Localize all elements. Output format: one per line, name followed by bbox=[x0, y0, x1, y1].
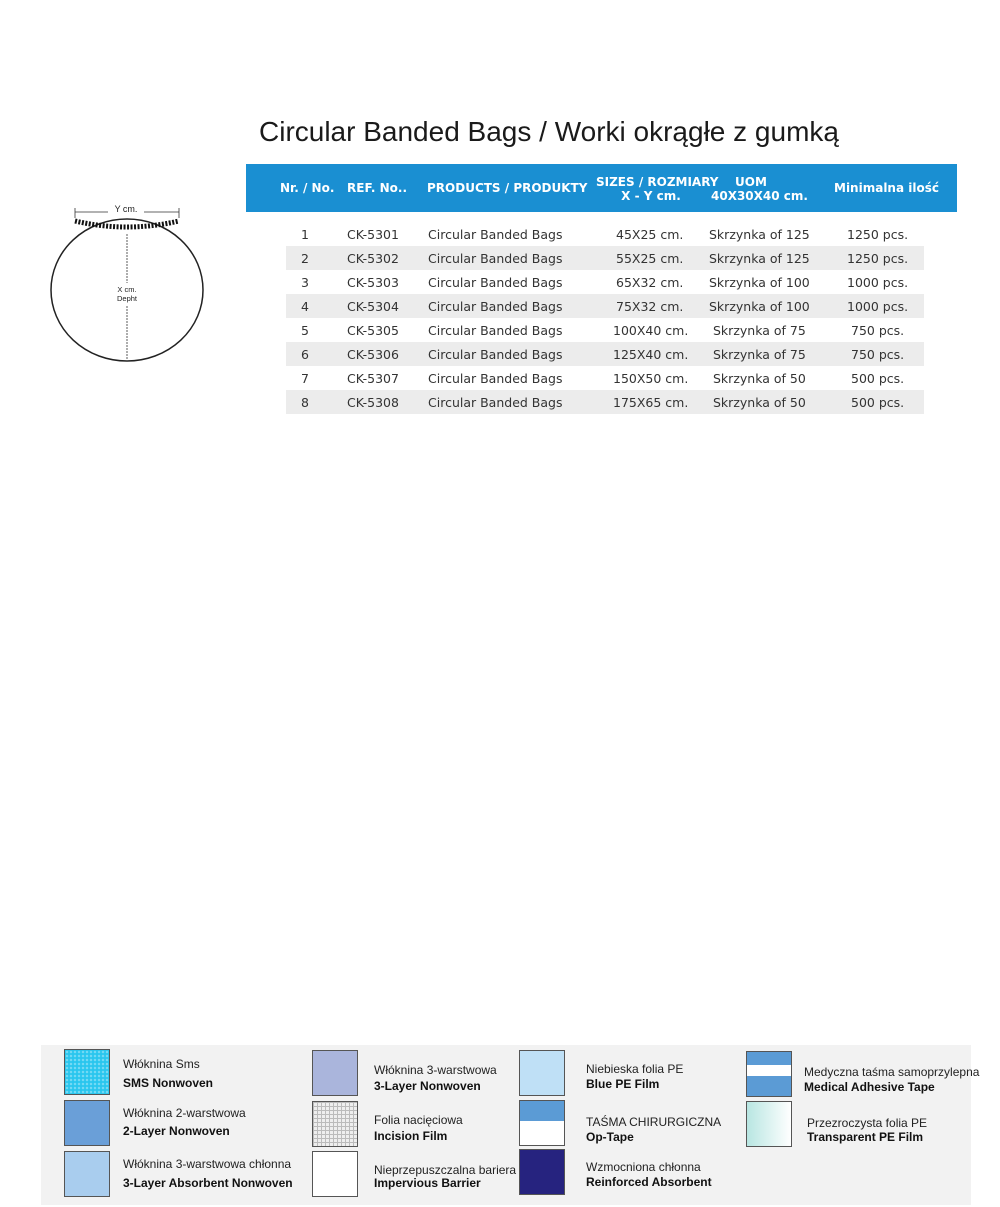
legend-label-pl: Włóknina 2-warstwowa bbox=[123, 1106, 246, 1120]
header-nr: Nr. / No. bbox=[280, 181, 335, 195]
cell-size: 175X65 cm. bbox=[613, 395, 689, 410]
reinforced-absorbent-swatch bbox=[519, 1149, 565, 1195]
cell-size: 75X32 cm. bbox=[616, 299, 684, 314]
cell-size: 45X25 cm. bbox=[616, 227, 684, 242]
cell-product: Circular Banded Bags bbox=[428, 299, 563, 314]
legend-label-en: 2-Layer Nonwoven bbox=[123, 1124, 230, 1138]
header-uom: UOM bbox=[735, 175, 767, 189]
table-row bbox=[286, 270, 924, 294]
cell-size: 65X32 cm. bbox=[616, 275, 684, 290]
cell-nr: 5 bbox=[301, 323, 309, 338]
cell-product: Circular Banded Bags bbox=[428, 371, 563, 386]
cell-product: Circular Banded Bags bbox=[428, 323, 563, 338]
legend-label-en: Reinforced Absorbent bbox=[586, 1175, 712, 1189]
two-layer-nonwoven-swatch bbox=[64, 1100, 110, 1146]
header-ref: REF. No.. bbox=[347, 181, 408, 195]
legend-label-pl: Medyczna taśma samoprzylepna bbox=[804, 1065, 980, 1079]
cell-ref: CK-5305 bbox=[347, 323, 399, 338]
cell-ref: CK-5304 bbox=[347, 299, 399, 314]
table-row bbox=[286, 390, 924, 414]
cell-nr: 2 bbox=[301, 251, 309, 266]
cell-ref: CK-5308 bbox=[347, 395, 399, 410]
cell-product: Circular Banded Bags bbox=[428, 275, 563, 290]
three-layer-nonwoven-swatch bbox=[312, 1050, 358, 1096]
header-uom-sub: 40X30X40 cm. bbox=[711, 189, 808, 203]
cell-size: 55X25 cm. bbox=[616, 251, 684, 266]
legend-label-en: Transparent PE Film bbox=[807, 1130, 924, 1144]
legend-label-pl: Przezroczysta folia PE bbox=[807, 1116, 928, 1130]
medical-adhesive-tape-swatch bbox=[746, 1051, 792, 1097]
cell-size: 150X50 cm. bbox=[613, 371, 689, 386]
cell-uom: Skrzynka of 75 bbox=[713, 323, 806, 338]
legend-label-en: 3-Layer Nonwoven bbox=[374, 1079, 481, 1093]
table-row bbox=[286, 318, 924, 342]
cell-min-qty: 750 pcs. bbox=[851, 347, 905, 362]
cell-uom: Skrzynka of 125 bbox=[709, 227, 810, 242]
cell-min-qty: 1000 pcs. bbox=[847, 275, 909, 290]
legend-label-pl: Niebieska folia PE bbox=[586, 1062, 684, 1076]
legend-label-en: Blue PE Film bbox=[586, 1077, 660, 1091]
material-legend bbox=[41, 1045, 980, 1205]
cell-size: 125X40 cm. bbox=[613, 347, 689, 362]
table-row bbox=[286, 342, 924, 366]
legend-label-pl: Folia nacięciowa bbox=[374, 1113, 463, 1127]
legend-label-pl: TAŚMA CHIRURGICZNA bbox=[586, 1115, 722, 1129]
sms-nonwoven-swatch bbox=[64, 1049, 110, 1095]
cell-uom: Skrzynka of 125 bbox=[709, 251, 810, 266]
header-min-qty: Minimalna ilość bbox=[834, 181, 939, 195]
blue-pe-film-swatch bbox=[519, 1050, 565, 1096]
cell-ref: CK-5307 bbox=[347, 371, 399, 386]
cell-ref: CK-5303 bbox=[347, 275, 399, 290]
legend-label-pl: Wzmocniona chłonna bbox=[586, 1160, 701, 1174]
table-body bbox=[286, 222, 924, 414]
cell-nr: 8 bbox=[301, 395, 309, 410]
diagram-width-label: Y cm. bbox=[114, 204, 138, 214]
cell-product: Circular Banded Bags bbox=[428, 395, 563, 410]
diagram-depth-label: X cm. bbox=[117, 285, 137, 294]
legend-label-en: Incision Film bbox=[374, 1129, 448, 1143]
header-sizes: SIZES / ROZMIARY bbox=[596, 175, 719, 189]
legend-label-pl: Włóknina Sms bbox=[123, 1057, 200, 1071]
cell-ref: CK-5302 bbox=[347, 251, 399, 266]
cell-min-qty: 500 pcs. bbox=[851, 371, 905, 386]
cell-nr: 6 bbox=[301, 347, 309, 362]
legend-label-pl: Włóknina 3-warstwowa chłonna bbox=[123, 1157, 292, 1171]
cell-ref: CK-5306 bbox=[347, 347, 399, 362]
cell-uom: Skrzynka of 100 bbox=[709, 275, 810, 290]
legend-label-pl: Włóknina 3-warstwowa bbox=[374, 1063, 497, 1077]
diagram-depth-sublabel: Depht bbox=[116, 294, 138, 303]
table-row bbox=[286, 246, 924, 270]
table-row bbox=[286, 366, 924, 390]
legend-label-en: SMS Nonwoven bbox=[123, 1076, 214, 1090]
table-header bbox=[246, 164, 957, 212]
cell-nr: 4 bbox=[301, 299, 309, 314]
cell-product: Circular Banded Bags bbox=[428, 227, 563, 242]
cell-min-qty: 1000 pcs. bbox=[847, 299, 909, 314]
cell-min-qty: 500 pcs. bbox=[851, 395, 905, 410]
cell-uom: Skrzynka of 50 bbox=[713, 395, 806, 410]
table-row bbox=[286, 294, 924, 318]
op-tape-swatch bbox=[519, 1100, 565, 1146]
cell-min-qty: 750 pcs. bbox=[851, 323, 905, 338]
incision-film-swatch bbox=[312, 1101, 358, 1147]
cell-min-qty: 1250 pcs. bbox=[847, 227, 909, 242]
page-title: Circular Banded Bags / Worki okrągłe z gumką bbox=[259, 116, 839, 147]
cell-nr: 7 bbox=[301, 371, 309, 386]
impervious-barrier-swatch bbox=[312, 1151, 358, 1197]
cell-nr: 1 bbox=[301, 227, 309, 242]
cell-min-qty: 1250 pcs. bbox=[847, 251, 909, 266]
legend-label-en: Medical Adhesive Tape bbox=[804, 1080, 935, 1094]
cell-size: 100X40 cm. bbox=[613, 323, 689, 338]
cell-uom: Skrzynka of 75 bbox=[713, 347, 806, 362]
cell-uom: Skrzynka of 100 bbox=[709, 299, 810, 314]
legend-label-en: Op-Tape bbox=[586, 1130, 634, 1144]
cell-uom: Skrzynka of 50 bbox=[713, 371, 806, 386]
legend-label-en: Impervious Barrier bbox=[374, 1176, 481, 1190]
bag-diagram bbox=[44, 198, 214, 370]
absorbent-nonwoven-swatch bbox=[64, 1151, 110, 1197]
header-products: PRODUCTS / PRODUKTY bbox=[427, 181, 588, 195]
table-row bbox=[286, 222, 924, 246]
cell-nr: 3 bbox=[301, 275, 309, 290]
cell-product: Circular Banded Bags bbox=[428, 251, 563, 266]
cell-product: Circular Banded Bags bbox=[428, 347, 563, 362]
legend-label-en: 3-Layer Absorbent Nonwoven bbox=[123, 1176, 293, 1190]
cell-ref: CK-5301 bbox=[347, 227, 399, 242]
legend-label-pl: Nieprzepuszczalna bariera bbox=[374, 1163, 517, 1177]
transparent-pe-film-swatch bbox=[746, 1101, 792, 1147]
header-sizes-sub: X - Y cm. bbox=[621, 189, 681, 203]
